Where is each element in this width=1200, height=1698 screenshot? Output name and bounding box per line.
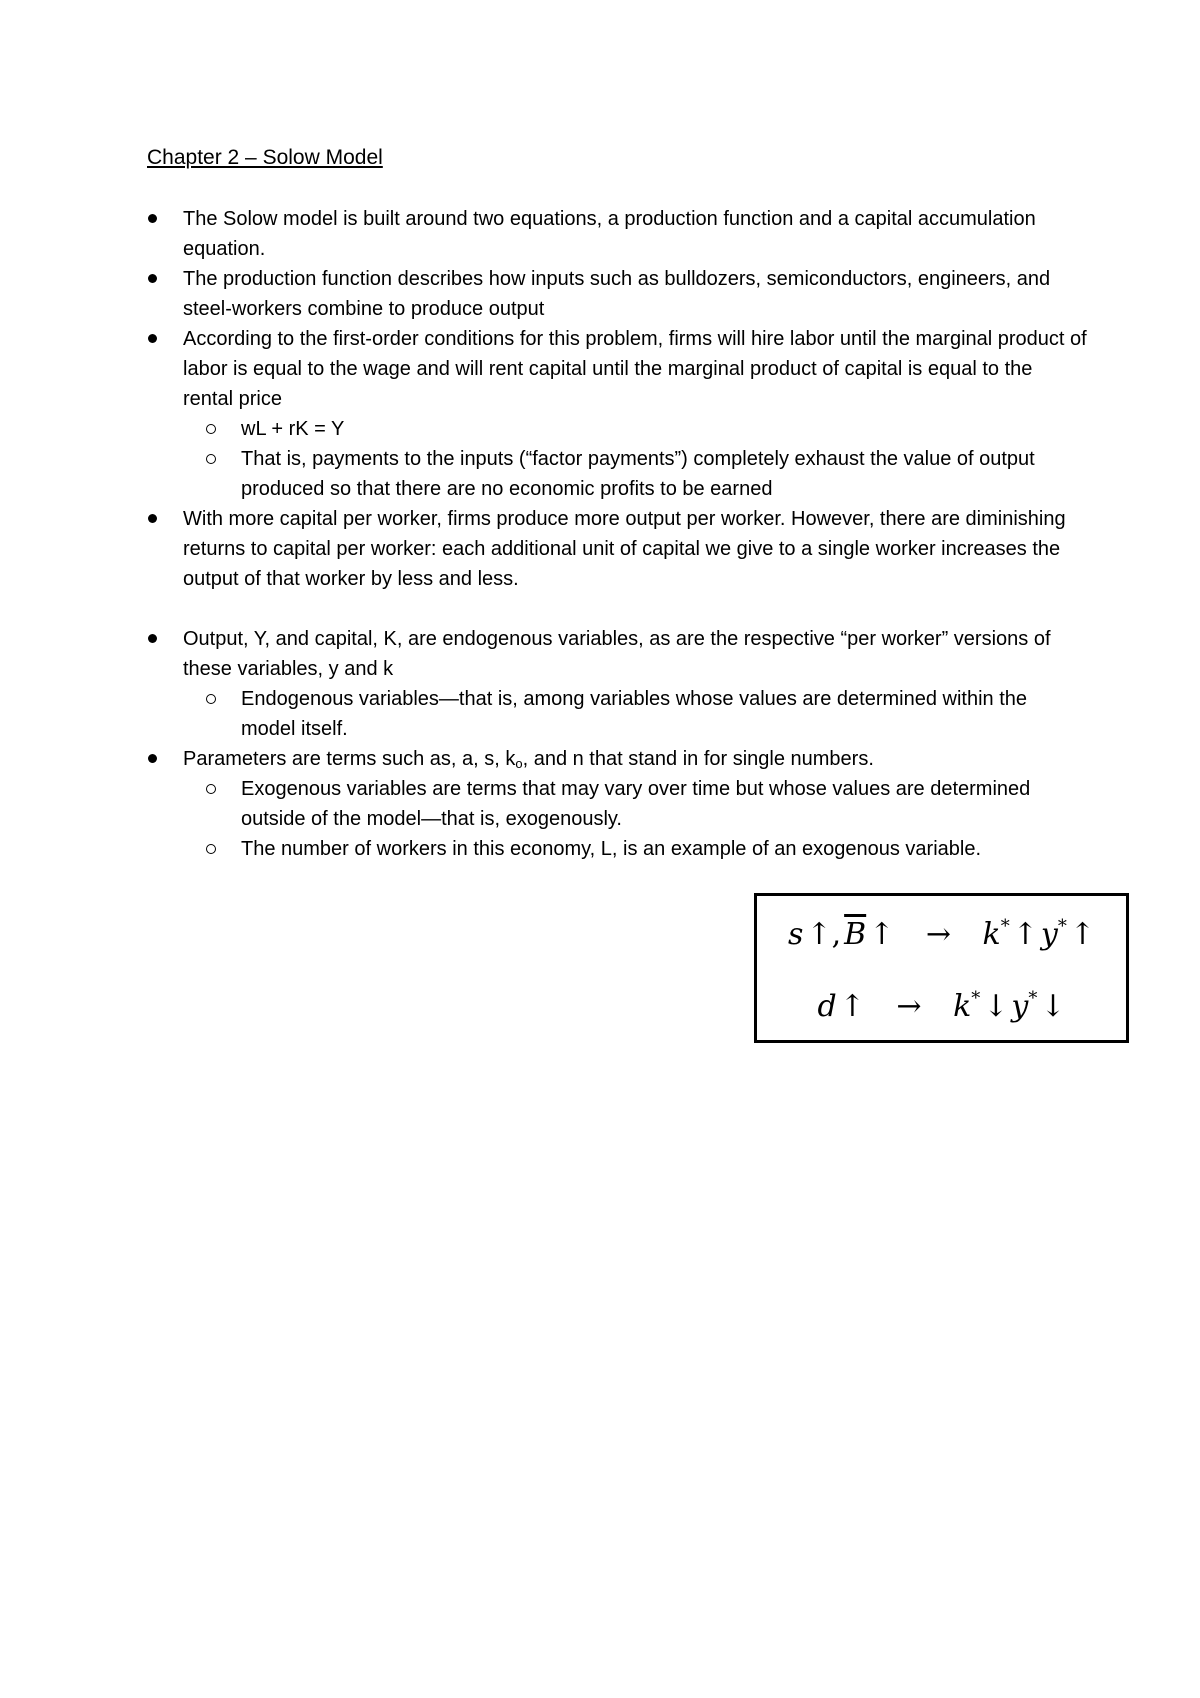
sub-list-item-text: wL + rK = Y <box>241 418 345 440</box>
var-s: s <box>788 917 804 952</box>
sub-list-item <box>147 774 1087 834</box>
sub-list-item <box>147 444 1087 504</box>
circle-bullet-icon <box>206 424 216 434</box>
spacer <box>147 594 1087 624</box>
circle-bullet-icon <box>206 454 216 464</box>
summary-equation-box <box>754 893 1129 1043</box>
right-arrow-icon: → <box>925 917 951 952</box>
list-item <box>147 324 1087 414</box>
down-arrow-icon: ↓ <box>1040 989 1066 1024</box>
list-item-text: With more capital per worker, firms produce more output per worker. However, there are diminishing returns to capital per worker: each additional unit of capital we give to a single worker increases the output of that worker by less and less. <box>183 508 1066 590</box>
sub-list-item-text: The number of workers in this economy, L, is an example of an exogenous variable. <box>241 838 982 860</box>
list-item <box>147 204 1087 264</box>
circle-bullet-icon <box>206 694 216 704</box>
var-y: y <box>1011 989 1029 1024</box>
var-k: k <box>982 917 1001 952</box>
right-arrow-icon: → <box>896 989 922 1024</box>
list-item-text: The production function describes how inputs such as bulldozers, semiconductors, engineers, and steel-workers combine to produce output <box>183 268 1051 320</box>
star-superscript: * <box>971 988 981 1009</box>
star-superscript: * <box>1028 988 1038 1009</box>
list-item <box>147 504 1087 594</box>
star-superscript: * <box>1000 916 1010 937</box>
sub-list-item-text: Endogenous variables—that is, among variables whose values are determined within the model itself. <box>241 688 1028 740</box>
sub-list-item-text: That is, payments to the inputs (“factor payments”) completely exhaust the value of output produced so that there are no economic profits to be earned <box>241 448 1035 500</box>
var-d: d <box>817 989 837 1024</box>
equation-savings-technology <box>757 916 1126 952</box>
var-y: y <box>1040 917 1058 952</box>
bullet-icon <box>148 334 157 343</box>
sub-list-item <box>147 834 1087 864</box>
comma: , <box>831 917 842 952</box>
up-arrow-icon: ↑ <box>839 989 865 1024</box>
var-b-bar: $\overline{B}$ <box>844 917 867 952</box>
sub-list-item <box>147 684 1087 744</box>
bullet-icon <box>148 514 157 523</box>
subscript-o: o <box>515 756 523 771</box>
up-arrow-icon: ↑ <box>1069 917 1095 952</box>
circle-bullet-icon <box>206 784 216 794</box>
bullet-icon <box>148 274 157 283</box>
bullet-icon <box>148 214 157 223</box>
sub-list-item <box>147 414 1087 444</box>
list-item <box>147 624 1087 684</box>
up-arrow-icon: ↑ <box>869 917 895 952</box>
list-item-text-pre: Parameters are terms such as, a, s, k <box>183 748 516 770</box>
list-item-text: The Solow model is built around two equations, a production function and a capital accumulation equation. <box>183 208 1036 260</box>
equation-depreciation <box>757 988 1126 1024</box>
circle-bullet-icon <box>206 844 216 854</box>
down-arrow-icon: ↓ <box>983 989 1009 1024</box>
up-arrow-icon: ↑ <box>1012 917 1038 952</box>
bullet-list <box>147 204 1087 864</box>
var-k: k <box>953 989 972 1024</box>
list-item-text: According to the first-order conditions for this problem, firms will hire labor until the marginal product of labor is equal to the wage and will rent capital until the marginal product of capital is equal to the rental price <box>183 328 1087 410</box>
sub-list-item-text: Exogenous variables are terms that may vary over time but whose values are determined outside of the model—that is, exogenously. <box>241 778 1031 830</box>
list-item-text: Output, Y, and capital, K, are endogenous variables, as are the respective “per worker” versions of these variables, y and k <box>183 628 1051 680</box>
list-item-text-post: , and n that stand in for single numbers. <box>522 748 874 770</box>
list-item <box>147 744 1087 774</box>
up-arrow-icon: ↑ <box>806 917 832 952</box>
bullet-icon <box>148 634 157 643</box>
page-title: Chapter 2 – Solow Model <box>147 146 383 169</box>
bullet-icon <box>148 754 157 763</box>
star-superscript: * <box>1057 916 1067 937</box>
list-item <box>147 264 1087 324</box>
